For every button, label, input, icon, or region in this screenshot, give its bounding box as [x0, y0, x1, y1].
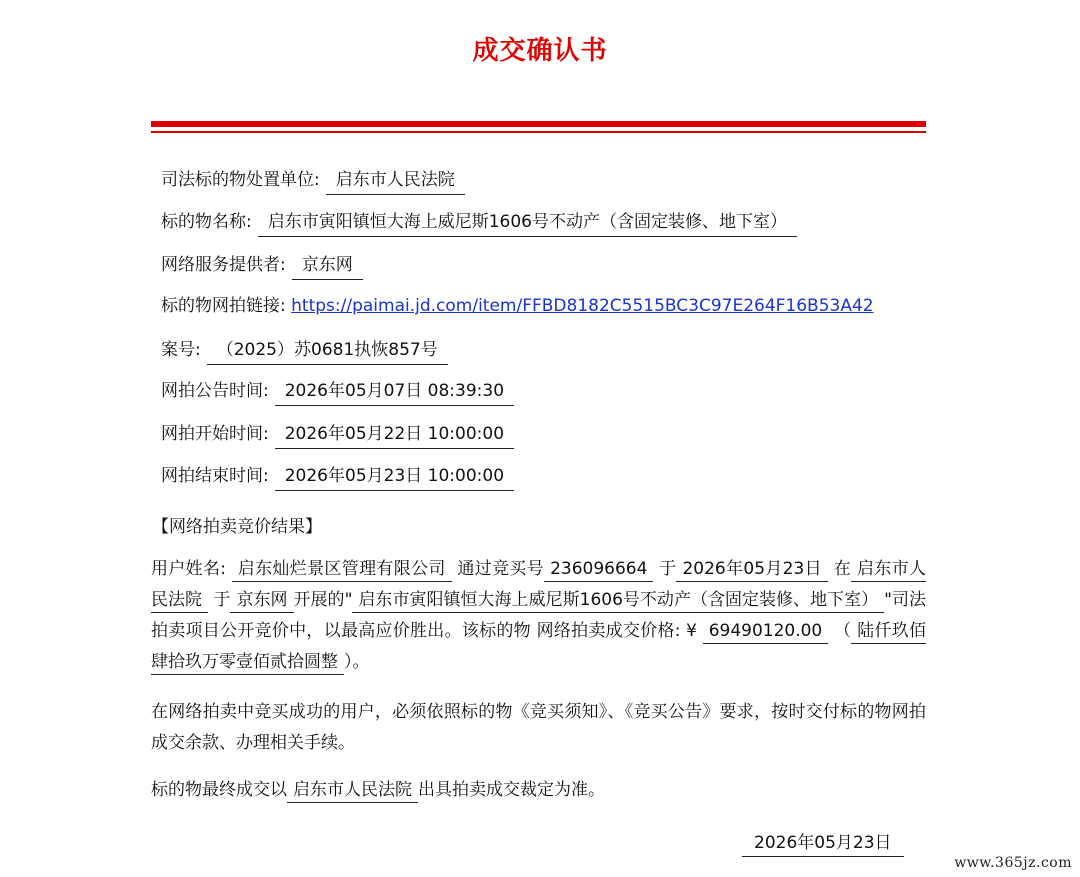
bid-text: 通过竞买号 — [457, 559, 545, 579]
final-prefix: 标的物最终成交以 — [151, 780, 287, 800]
final-court: 启东市人民法院 — [287, 780, 418, 803]
yu-text: 于 — [213, 590, 231, 610]
title-divider-thin — [151, 131, 926, 133]
currency-symbol: ¥ — [686, 621, 697, 641]
field-start-time — [161, 423, 514, 449]
document-title: 成交确认书 — [472, 36, 608, 66]
auction-item: 启东市寅阳镇恒大海上威尼斯1606号不动产（含固定装修、地下室） — [352, 590, 884, 613]
title-divider-thick — [151, 121, 926, 127]
price-in-words: 陆仟玖佰肆拾玖万零壹佰贰拾圆整 — [151, 621, 926, 675]
platform-name: 京东网 — [230, 590, 293, 613]
provider-label: 网络服务提供者: — [161, 255, 286, 275]
bid-number: 236096664 — [544, 559, 653, 582]
final-paragraph — [151, 775, 926, 806]
start-value: 2026年05月22日 10:00:00 — [275, 423, 514, 449]
field-unit — [161, 169, 465, 195]
deal-price: 69490120.00 — [703, 621, 829, 644]
announce-value: 2026年05月07日 08:39:30 — [275, 380, 514, 406]
open-paren: （ — [833, 621, 852, 641]
unit-value: 启东市人民法院 — [326, 169, 465, 195]
item-name-value: 启东市寅阳镇恒大海上威尼斯1606号不动产（含固定装修、地下室） — [258, 211, 797, 237]
signature-date: 2026年05月23日 — [742, 828, 904, 857]
case-label: 案号: — [161, 340, 201, 360]
result-heading: 【网络拍卖竞价结果】 — [152, 517, 322, 537]
item-name-label: 标的物名称: — [161, 212, 252, 232]
end-value: 2026年05月23日 10:00:00 — [275, 465, 514, 491]
user-label: 用户姓名: — [151, 559, 227, 579]
link-label: 标的物网拍链接: — [161, 296, 286, 316]
announce-label: 网拍公告时间: — [161, 381, 269, 401]
result-paragraph — [151, 554, 926, 678]
after-item-text: "司法拍卖项目公开竞价中，以最高应价胜出。该标的物 网络拍卖成交价格: — [151, 590, 926, 641]
field-case-number — [161, 339, 448, 365]
start-label: 网拍开始时间: — [161, 424, 269, 444]
provider-value: 京东网 — [292, 254, 363, 280]
winner-name: 启东灿烂景区管理有限公司 — [232, 559, 452, 582]
case-value: （2025）苏0681执恢857号 — [207, 339, 448, 365]
in-text: 在 — [833, 559, 852, 579]
unit-label: 司法标的物处置单位: — [161, 170, 320, 190]
deal-date: 2026年05月23日 — [676, 559, 828, 582]
auction-link[interactable]: https://paimai.jd.com/item/FFBD8182C5515BC3C97E264F16B53A42 — [291, 296, 874, 316]
field-provider — [161, 254, 363, 280]
end-label: 网拍结束时间: — [161, 466, 269, 486]
field-end-time — [161, 465, 514, 491]
close-paren: ）。 — [344, 652, 370, 672]
field-link — [161, 295, 874, 317]
notice-paragraph: 在网络拍卖中竞买成功的用户，必须依照标的物《竞买须知》、《竞买公告》要求，按时交付标的物网拍成交余款、办理相关手续。 — [151, 702, 926, 753]
opened-text: 开展的" — [293, 590, 353, 610]
court-name: 启东市人民法院 — [151, 559, 926, 613]
field-announce-time — [161, 380, 514, 406]
at-text: 于 — [659, 559, 677, 579]
field-item-name — [161, 211, 797, 237]
watermark: www.365jz.com — [954, 855, 1072, 871]
final-suffix: 出具拍卖成交裁定为准。 — [418, 780, 605, 800]
